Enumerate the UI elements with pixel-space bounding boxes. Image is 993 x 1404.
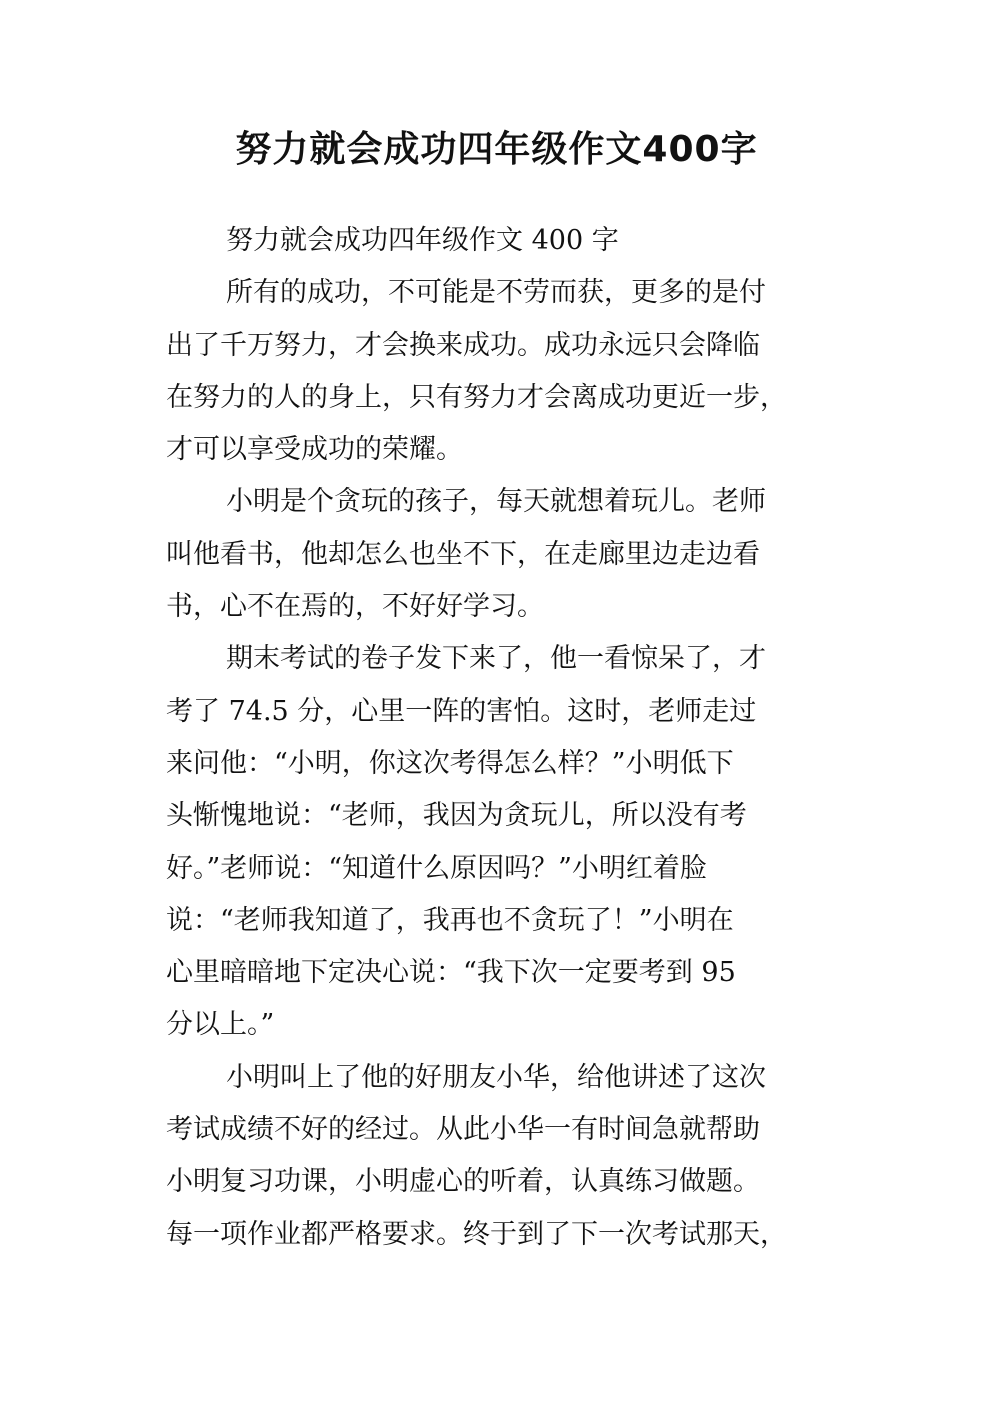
paragraph-1-line-1: 所有的成功，不可能是不劳而获，更多的是付 — [226, 277, 766, 309]
paragraph-1-line-2: 出了千万努力，才会换来成功。成功永远只会降临 — [166, 329, 760, 361]
paragraph-4-line-1: 小明叫上了他的好朋友小华，给他讲述了这次 — [226, 1061, 766, 1093]
subtitle-line: 努力就会成功四年级作文 400 字 — [226, 225, 619, 256]
paragraph-2-line-3: 书，心不在焉的，不好好学习。 — [166, 591, 544, 623]
paragraph-1-line-4: 才可以享受成功的荣耀。 — [166, 434, 463, 466]
paragraph-2-line-1: 小明是个贪玩的孩子，每天就想着玩儿。老师 — [226, 486, 766, 518]
paragraph-3-line-2: 考了 74.5 分，心里一阵的害怕。这时，老师走过 — [166, 695, 757, 727]
paragraph-2-line-2: 叫他看书，他却怎么也坐不下，在走廊里边走边看 — [166, 538, 760, 570]
paragraph-1-line-3: 在努力的人的身上，只有努力才会离成功更近一步， — [166, 381, 787, 413]
paragraph-4-line-4: 每一项作业都严格要求。终于到了下一次考试那天， — [166, 1218, 787, 1250]
paragraph-3-line-4: 头惭愧地说：“老师，我因为贪玩儿，所以没有考 — [166, 800, 747, 832]
paragraph-3-line-3: 来问他：“小明，你这次考得怎么样？”小明低下 — [166, 747, 734, 779]
document-body — [166, 215, 836, 1261]
paragraph-3-line-1: 期末考试的卷子发下来了，他一看惊呆了，才 — [226, 643, 766, 675]
paragraph-3-line-5: 好。”老师说：“知道什么原因吗？”小明红着脸 — [166, 852, 707, 884]
paragraph-3-line-7: 心里暗暗地下定决心说：“我下次一定要考到 95 — [166, 957, 736, 989]
paragraph-3-line-6: 说：“老师我知道了，我再也不贪玩了！”小明在 — [166, 904, 734, 936]
paragraph-3-line-8: 分以上。” — [166, 1009, 275, 1041]
document-title: 努力就会成功四年级作文400字 — [235, 129, 758, 170]
paragraph-4-line-3: 小明复习功课，小明虚心的听着，认真练习做题。 — [166, 1166, 760, 1198]
paragraph-4-line-2: 考试成绩不好的经过。从此小华一有时间急就帮助 — [166, 1114, 760, 1146]
